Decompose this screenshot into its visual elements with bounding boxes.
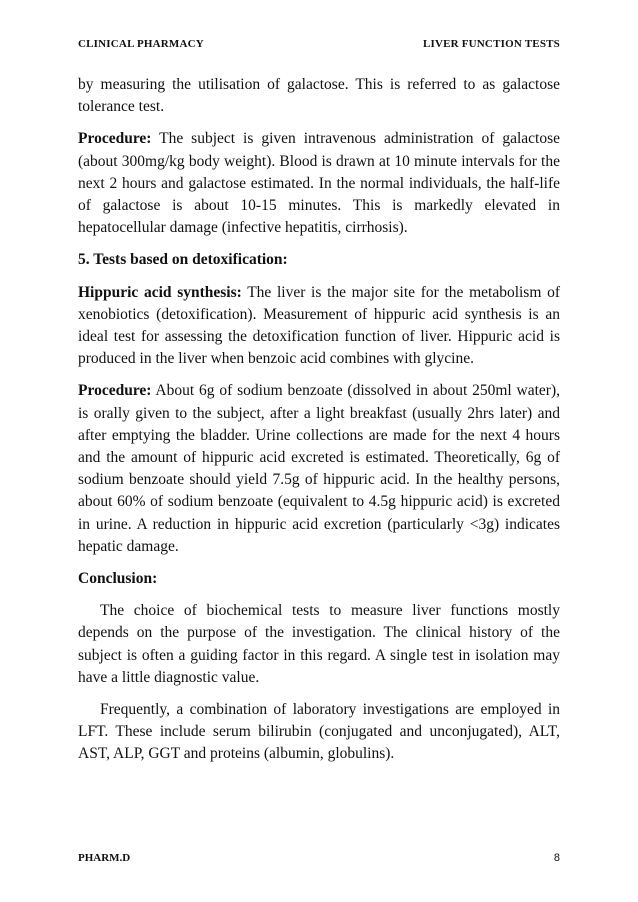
section-5-heading: 5. Tests based on detoxification: — [78, 251, 288, 269]
galactose-procedure-paragraph — [78, 128, 560, 239]
page-number: 8 — [553, 852, 560, 864]
page-body — [78, 74, 560, 776]
header-course-title: CLINICAL PHARMACY — [78, 38, 204, 50]
hippuric-acid-text: The liver is the major site for the metabolism of xenobiotics (detoxification). Measurement of hippuric acid synthesis is an ideal test for assessing the detoxification function of liver. Hippuric acid is produced in the liver when benzoic acid combines with glycine. — [78, 283, 560, 368]
hippuric-acid-paragraph — [78, 282, 560, 371]
hippuric-procedure-paragraph — [78, 380, 560, 558]
page-footer — [78, 852, 560, 868]
hippuric-procedure-label: Procedure: — [78, 382, 152, 400]
hippuric-acid-label: Hippuric acid synthesis: — [78, 283, 242, 301]
conclusion-paragraph-1: The choice of biochemical tests to measure liver functions mostly depends on the purpose of the investigation. The clinical history of the subject is often a guiding factor in this regard. A single test in isolation may have a little diagnostic value. — [78, 602, 560, 686]
header-chapter-title: LIVER FUNCTION TESTS — [422, 38, 560, 50]
galactose-continuation-paragraph: by measuring the utilisation of galactose. This is referred to as galactose tolerance test. — [78, 76, 560, 116]
conclusion-heading: Conclusion: — [78, 570, 158, 588]
galactose-procedure-label: Procedure: — [78, 130, 152, 148]
page-header — [78, 38, 560, 54]
footer-program-label: PHARM.D — [78, 852, 131, 864]
hippuric-procedure-text: About 6g of sodium benzoate (dissolved in about 250ml water), is orally given to the subject, after a light breakfast (usually 2hrs later) and after emptying the bladder. Urine collections are made for the next 4 hours and the amount of hippuric acid excreted is estimated. Theoretically, 6g of sodium benzoate should yield 7.5g of hippuric acid. In the healthy persons, about 60% of sodium benzoate (equivalent to 4.5g hippuric acid) is excreted in urine. A reduction in hippuric acid excretion (particularly <3g) indicates hepatic damage. — [78, 382, 560, 555]
conclusion-paragraph-2: Frequently, a combination of laboratory investigations are employed in LFT. These include serum bilirubin (conjugated and unconjugated), ALT, AST, ALP, GGT and proteins (albumin, globulins). — [78, 701, 560, 763]
galactose-procedure-text: The subject is given intravenous administration of galactose (about 300mg/kg body weight). Blood is drawn at 10 minute intervals for the next 2 hours and galactose estimated. In the normal individuals, the half-life of galactose is about 10-15 minutes. This is markedly elevated in hepatocellular damage (infective hepatitis, cirrhosis). — [78, 130, 560, 237]
